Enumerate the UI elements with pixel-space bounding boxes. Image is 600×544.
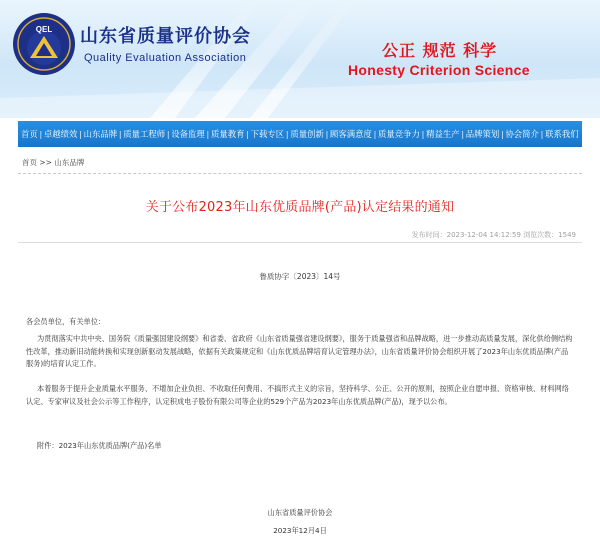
article-meta: 发布时间：2023-12-04 14:12:59 浏览次数：1549 xyxy=(411,231,576,239)
breadcrumb-current-link[interactable]: 山东品牌 xyxy=(54,158,85,167)
association-logo[interactable] xyxy=(12,12,76,76)
slogan-en: Honesty Criterion Science xyxy=(348,62,530,78)
article-paragraph-2: 本着服务于提升企业质量水平服务、不增加企业负担、不收取任何费用、不搞形式主义的宗旨，坚持科学、公正、公开的原则，按照企业自愿申报、资格审核、材料网络认定、专家审议及社会公示等工作程序，认定积成电子股份有限公司等企业的529个产品为2023年山东优质品牌(产品)，现予以公布。 xyxy=(26,384,569,406)
greeting: 各会员单位，有关单位： xyxy=(26,317,106,326)
nav-item-about[interactable]: 协会简介 xyxy=(505,129,539,139)
nav-separator: | xyxy=(285,129,289,139)
breadcrumb-separator: >> xyxy=(39,158,52,167)
nav-separator: | xyxy=(39,129,43,139)
publish-date: 2023年12月4日 xyxy=(273,526,327,535)
nav-item-customer-satisfaction[interactable]: 顾客满意度 xyxy=(330,129,372,139)
main-nav xyxy=(18,121,582,147)
nav-separator: | xyxy=(540,129,544,139)
nav-item-shandong-brand[interactable]: 山东品牌 xyxy=(83,129,118,139)
nav-item-quality-innovation[interactable]: 质量创新 xyxy=(290,129,324,139)
nav-item-home[interactable]: 首页 xyxy=(21,129,38,139)
svg-text:QEL: QEL xyxy=(35,25,53,34)
nav-separator: | xyxy=(501,129,504,139)
nav-item-quality-education[interactable]: 质量教育 xyxy=(210,129,245,139)
nav-separator: | xyxy=(461,129,465,139)
site-name-cn: 山东省质量评价协会 xyxy=(80,26,251,47)
nav-separator: | xyxy=(79,129,82,139)
nav-separator: | xyxy=(246,129,249,139)
nav-separator: | xyxy=(206,129,210,139)
slogan-cn: 公正 规范 科学 xyxy=(382,41,498,60)
nav-item-lean-production[interactable]: 精益生产 xyxy=(426,129,460,139)
signature: 山东省质量评价协会 xyxy=(267,508,333,517)
document-number: 鲁质协字〔2023〕14号 xyxy=(259,272,341,281)
nav-item-excellence[interactable]: 卓越绩效 xyxy=(43,129,78,139)
breadcrumb xyxy=(18,156,582,174)
site-header-banner xyxy=(0,0,600,118)
nav-separator: | xyxy=(421,129,425,139)
nav-item-quality-engineer[interactable]: 质量工程师 xyxy=(123,129,166,139)
divider xyxy=(18,242,582,243)
nav-separator: | xyxy=(325,129,329,139)
attachment-link[interactable]: 附件：2023年山东优质品牌(产品)名单 xyxy=(37,441,162,450)
breadcrumb-home-link[interactable]: 首页 xyxy=(22,158,37,167)
site-name-en: Quality Evaluation Association xyxy=(84,52,247,64)
nav-item-equipment-supervision[interactable]: 设备监理 xyxy=(171,129,205,139)
nav-separator: | xyxy=(166,129,170,139)
article-title: 关于公布2023年山东优质品牌(产品)认定结果的通知 xyxy=(145,200,455,215)
nav-separator: | xyxy=(373,129,377,139)
nav-separator: | xyxy=(118,129,122,139)
logo-emblem-icon xyxy=(12,12,76,76)
nav-item-brand-planning[interactable]: 品牌策划 xyxy=(465,129,500,139)
nav-item-quality-competitiveness[interactable]: 质量竞争力 xyxy=(378,129,420,139)
article-paragraph-1: 为贯彻落实中共中央、国务院《质量强国建设纲要》和省委、省政府《山东省质量强省建设纲要》，服务于质量强省和品牌战略，进一步推动高质量发展，深化供给侧结构性改革，推动新旧动能转换和实现创新驱动发展战略，依据有关政策规定和《山东优质品牌培育认定管理办法》，山东省质量评价协会组织开展了2023年山东优质品牌(产品 服务)的培育认定工作。 xyxy=(26,334,573,368)
nav-item-contact[interactable]: 联系我们 xyxy=(545,129,579,139)
nav-item-downloads[interactable]: 下载专区 xyxy=(250,129,285,139)
